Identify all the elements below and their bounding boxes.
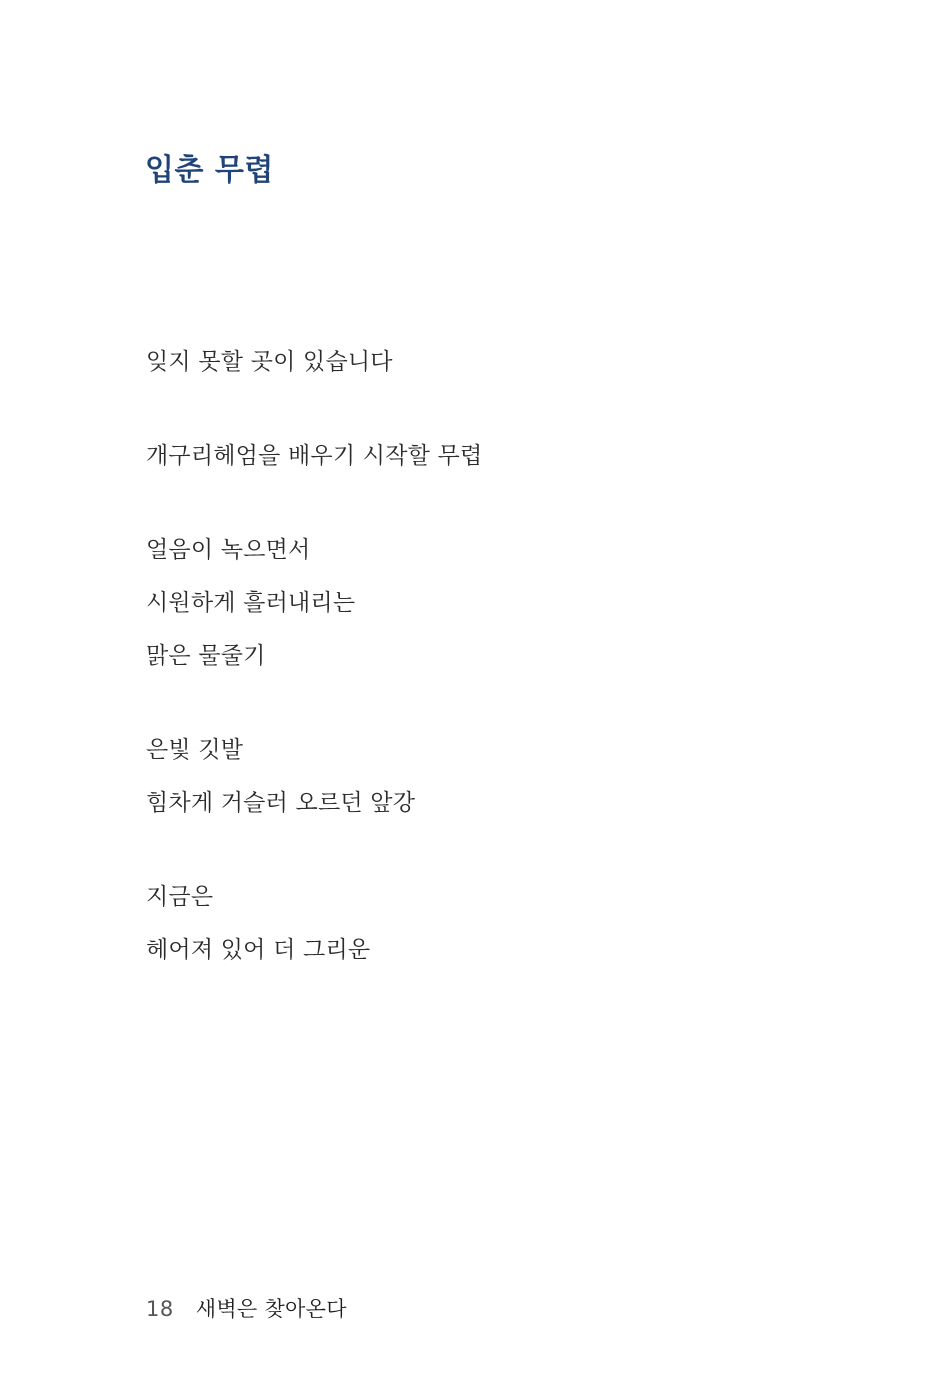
poem-line: 잊지 못할 곳이 있습니다 [146, 349, 393, 375]
poem-line: 맑은 물줄기 [146, 643, 266, 669]
poem-line: 헤어져 있어 더 그리운 [146, 937, 371, 963]
poem-line: 은빛 깃발 [146, 737, 244, 763]
poem-stanza [146, 524, 826, 683]
poem-stanza [146, 336, 826, 389]
poem-line: 지금은 [146, 884, 214, 910]
footer-book-title: 새벽은 찾아온다 [195, 1297, 347, 1321]
poem-line: 힘차게 거슬러 오르던 앞강 [146, 790, 416, 816]
poem-stanza [146, 724, 826, 830]
poem-line: 얼음이 녹으면서 [146, 537, 311, 563]
footer-page-number: 18 [146, 1297, 174, 1321]
poem-stanza [146, 430, 826, 483]
page-title: 입춘 무렵 [145, 153, 274, 189]
poem-body [146, 336, 826, 977]
poem-line: 시원하게 흘러내리는 [146, 590, 356, 616]
poem-stanza [146, 871, 826, 977]
page-footer [146, 1293, 347, 1323]
poem-line: 개구리헤엄을 배우기 시작할 무렵 [146, 443, 483, 469]
